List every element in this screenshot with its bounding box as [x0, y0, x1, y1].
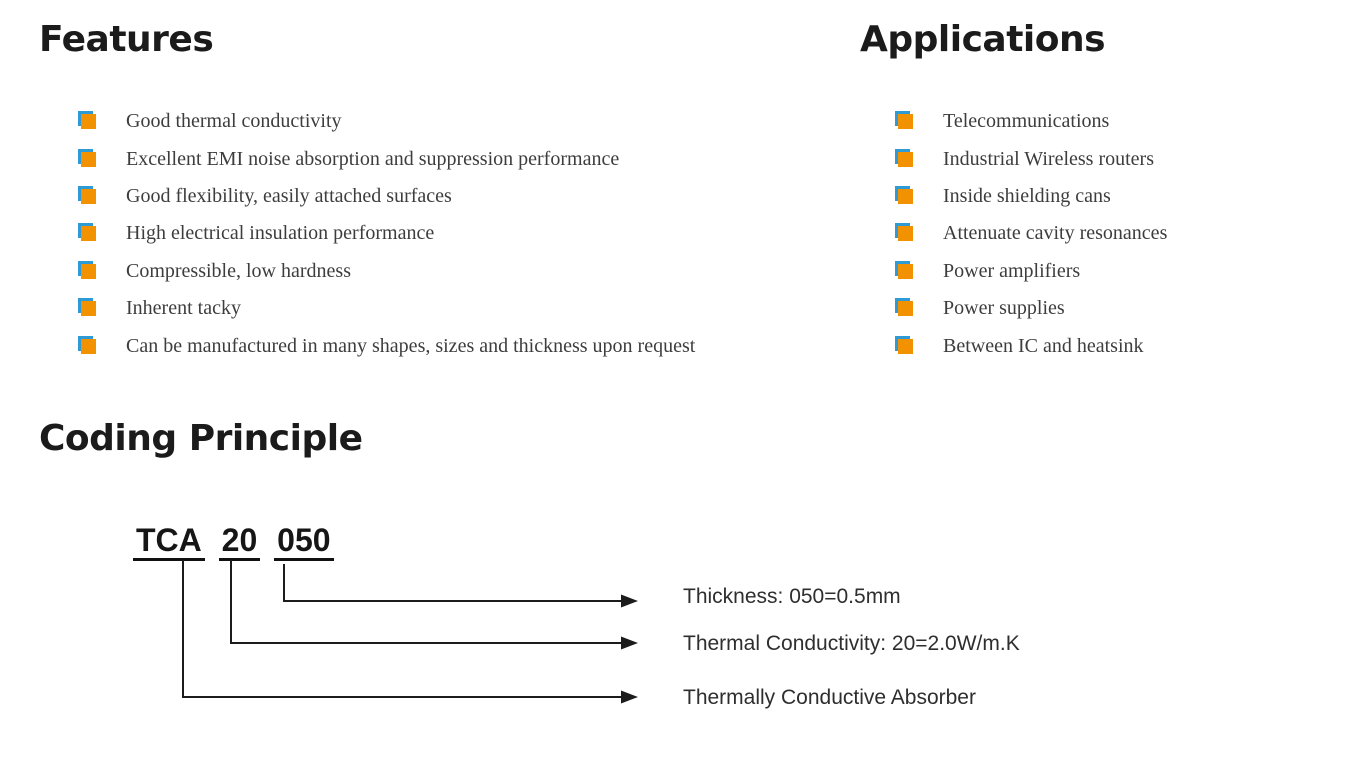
list-item: [898, 215, 1167, 252]
list-item: [898, 253, 1167, 290]
arrowhead-icon: [621, 595, 638, 608]
arrowhead-icon: [621, 691, 638, 704]
feature-item-text: Can be manufactured in many shapes, sizes and thickness upon request: [126, 334, 696, 357]
code-part-family: TCA: [133, 524, 205, 561]
layered-square-bullet-icon: [81, 114, 96, 129]
application-item-text: Industrial Wireless routers: [943, 147, 1154, 170]
list-item: [81, 103, 695, 140]
layered-square-bullet-icon: [81, 301, 96, 316]
product-code: [133, 522, 339, 561]
list-item: [898, 103, 1167, 140]
list-item: [81, 140, 695, 177]
feature-item-text: Excellent EMI noise absorption and suppression performance: [126, 147, 620, 170]
layered-square-bullet-icon: [81, 152, 96, 167]
list-item: [81, 215, 695, 252]
application-item-text: Between IC and heatsink: [943, 334, 1144, 357]
layered-square-bullet-icon: [898, 114, 913, 129]
layered-square-bullet-icon: [898, 226, 913, 241]
application-item-text: Telecommunications: [943, 110, 1110, 133]
feature-item-text: Good thermal conductivity: [126, 110, 342, 133]
thermal-conductivity-label: Thermal Conductivity: 20=2.0W/m.K: [683, 632, 1020, 655]
layered-square-bullet-icon: [81, 339, 96, 354]
code-part-conductivity: 20: [219, 524, 261, 561]
application-item-text: Attenuate cavity resonances: [943, 222, 1168, 245]
list-item: [898, 140, 1167, 177]
applications-title: Applications: [860, 19, 1106, 60]
list-item: [81, 178, 695, 215]
application-item-text: Power amplifiers: [943, 259, 1081, 282]
layered-square-bullet-icon: [81, 264, 96, 279]
layered-square-bullet-icon: [898, 339, 913, 354]
list-item: [81, 290, 695, 327]
layered-square-bullet-icon: [81, 189, 96, 204]
feature-item-text: Inherent tacky: [126, 297, 241, 320]
layered-square-bullet-icon: [898, 189, 913, 204]
features-title: Features: [39, 19, 214, 60]
thermally-conductive-absorber-label: Thermally Conductive Absorber: [683, 686, 976, 709]
coding-principle-title: Coding Principle: [39, 418, 363, 459]
feature-item-text: Good flexibility, easily attached surfaces: [126, 184, 452, 207]
list-item: [898, 290, 1167, 327]
application-item-text: Power supplies: [943, 297, 1065, 320]
thickness-label: Thickness: 050=0.5mm: [683, 585, 901, 608]
layered-square-bullet-icon: [898, 152, 913, 167]
list-item: [898, 327, 1167, 364]
feature-item-text: High electrical insulation performance: [126, 222, 435, 245]
features-list: [81, 103, 695, 365]
list-item: [81, 327, 695, 364]
layered-square-bullet-icon: [81, 226, 96, 241]
applications-list: [898, 103, 1167, 365]
feature-item-text: Compressible, low hardness: [126, 259, 351, 282]
application-item-text: Inside shielding cans: [943, 184, 1111, 207]
layered-square-bullet-icon: [898, 301, 913, 316]
arrowhead-icon: [621, 637, 638, 650]
layered-square-bullet-icon: [898, 264, 913, 279]
list-item: [898, 178, 1167, 215]
code-part-thickness: 050: [274, 524, 333, 561]
list-item: [81, 253, 695, 290]
